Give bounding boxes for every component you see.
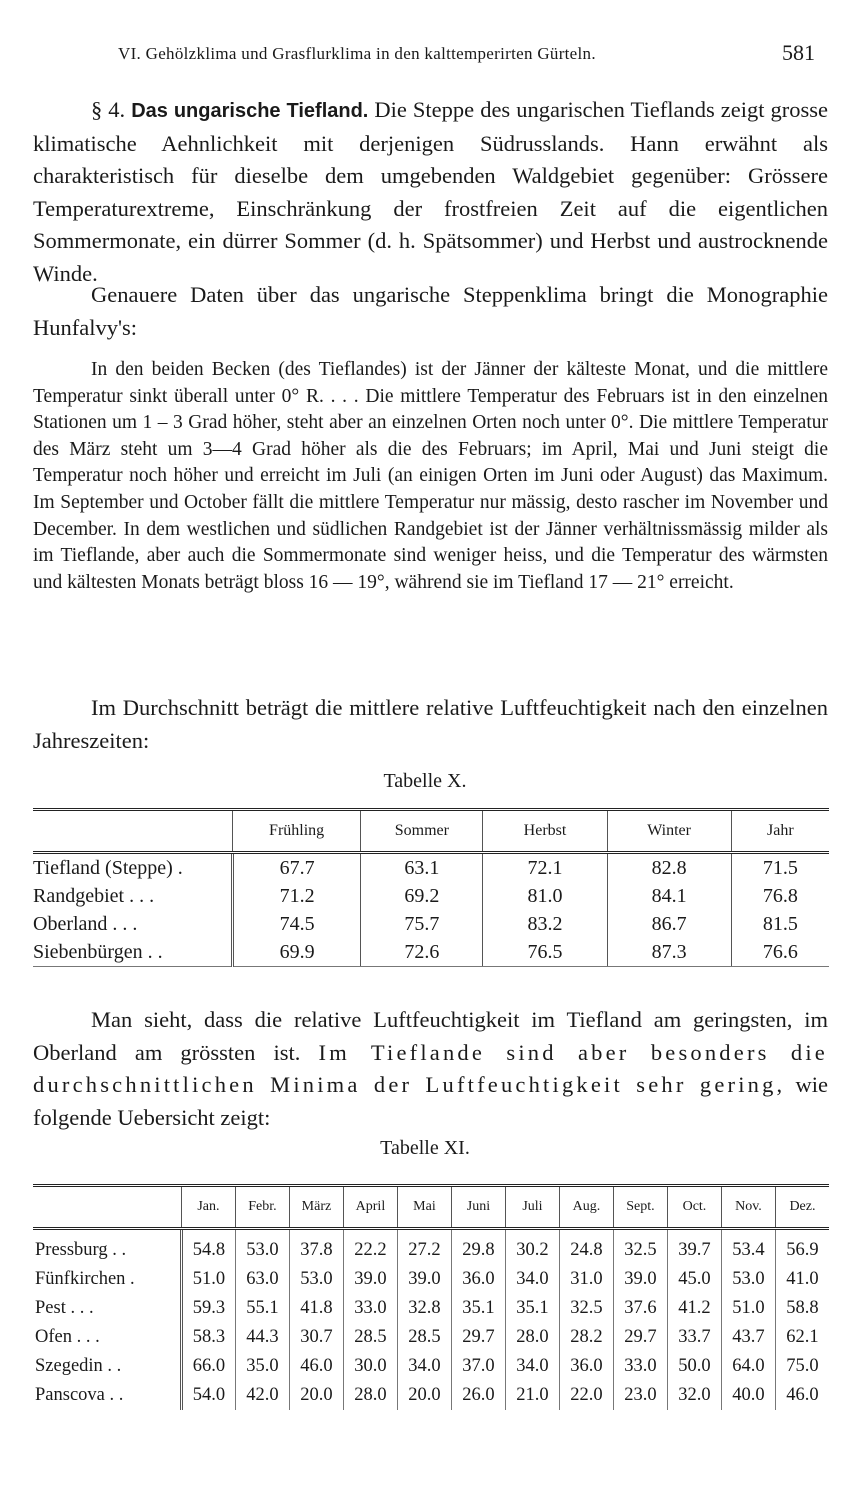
table-x-cell: 81.0: [483, 882, 607, 910]
table-x-cell: 67.7: [233, 853, 361, 883]
table-xi-cell: 32.0: [667, 1381, 721, 1410]
table-xi-header-cell: Dez.: [775, 1186, 829, 1229]
table-x-cell: 72.6: [361, 938, 483, 967]
table-x-cell: 86.7: [607, 910, 731, 938]
table-x-row: [33, 882, 829, 910]
table-xi-cell: 54.8: [181, 1229, 235, 1266]
table-xi-cell: 33.0: [343, 1294, 397, 1323]
table-xi-cell: 26.0: [451, 1381, 505, 1410]
table-xi-cell: 34.0: [505, 1352, 559, 1381]
table-xi-cell: 29.8: [451, 1229, 505, 1266]
table-x-caption: Tabelle X.: [383, 770, 467, 792]
table-xi-cell: 21.0: [505, 1381, 559, 1410]
table-x-header-cell: Jahr: [731, 810, 829, 853]
table-xi-caption: Tabelle XI.: [380, 1137, 470, 1159]
table-xi-cell: 28.2: [559, 1323, 613, 1352]
table-xi-cell: 46.0: [289, 1352, 343, 1381]
table-xi-cell: 42.0: [235, 1381, 289, 1410]
table-xi-cell: 36.0: [451, 1265, 505, 1294]
table-xi-cell: 28.5: [343, 1323, 397, 1352]
table-xi-cell: 39.0: [397, 1265, 451, 1294]
table-xi-header-cell: Nov.: [721, 1186, 775, 1229]
table-xi-cell: 31.0: [559, 1265, 613, 1294]
table-xi-cell: 24.8: [559, 1229, 613, 1266]
table-x-row: [33, 853, 829, 883]
paragraph-humidity-conclusion: [33, 1004, 828, 1134]
table-xi-cell: 34.0: [397, 1352, 451, 1381]
table-xi-row: [33, 1381, 829, 1410]
paragraph-humidity-conclusion-a: Man sieht, dass die relative Luftfeuchtigkeit im Tiefland am geringsten, im Oberland am grössten ist.: [33, 1007, 828, 1065]
table-x-cell: 82.8: [607, 853, 731, 883]
table-xi-cell: 23.0: [613, 1381, 667, 1410]
page-header: [0, 40, 850, 74]
section-number: § 4.: [91, 97, 126, 122]
table-xi-row-label: Fünfkirchen .: [33, 1265, 181, 1294]
table-xi-cell: 75.0: [775, 1352, 829, 1381]
table-xi-header-cell: Aug.: [559, 1186, 613, 1229]
table-xi-cell: 39.0: [343, 1265, 397, 1294]
table-x-cell: 72.1: [483, 853, 607, 883]
table-xi-cell: 37.8: [289, 1229, 343, 1266]
table-x-row-label: Tiefland (Steppe) .: [33, 853, 233, 883]
table-x-cell: 81.5: [731, 910, 829, 938]
quote-block: In den beiden Becken (des Tieflandes) ist der Jänner der kälteste Monat, und die mittlere Temperatur sinkt überall unter 0° R. . . . Die mittlere Temperatur des Februars ist in den einzelnen Stationen um 1 – 3 Grad höher, steht aber an einzelnen Orten noch unter 0°. Die mittlere Temperatur des März steht um 3—4 Grad höher als die des Februars; im April, Mai und Juni steigt die Temperatur noch höher und erreicht im Juli (an einigen Orten im Juni oder August) das Maximum. Im September und October fällt die mittlere Temperatur nur mässig, desto rascher im November und December. In dem westlichen und südlichen Randgebiet ist der Jänner verhältnissmässig milder als im Tieflande, aber auch die Sommermonate sind weniger heiss, und die Temperatur des wärmsten und kältesten Monats beträgt bloss 16 — 19°, während sie im Tiefland 17 — 21° erreicht.: [33, 359, 828, 593]
table-x-cell: 63.1: [361, 853, 483, 883]
table-xi-cell: 46.0: [775, 1381, 829, 1410]
table-xi-cell: 51.0: [181, 1265, 235, 1294]
table-xi-cell: 20.0: [289, 1381, 343, 1410]
table-xi-header-cell: Febr.: [235, 1186, 289, 1229]
table-xi-cell: 41.8: [289, 1294, 343, 1323]
table-xi-cell: 41.0: [775, 1265, 829, 1294]
table-xi-cell: 29.7: [613, 1323, 667, 1352]
table-xi-row-label: Panscova . .: [33, 1381, 181, 1410]
table-xi-row: [33, 1352, 829, 1381]
table-x-cell: 76.5: [483, 938, 607, 967]
table-xi-cell: 28.5: [397, 1323, 451, 1352]
table-xi-row-label: Pressburg . .: [33, 1229, 181, 1266]
section-paragraph-2: Genauere Daten über das ungarische Steppenklima bringt die Monographie Hunfalvy's:: [33, 282, 828, 340]
table-xi-cell: 53.0: [289, 1265, 343, 1294]
table-xi-header-cell: Juli: [505, 1186, 559, 1229]
table-x-cell: 71.2: [233, 882, 361, 910]
table-xi-cell: 39.0: [613, 1265, 667, 1294]
table-xi-header-cell: April: [343, 1186, 397, 1229]
table-xi-cell: 32.5: [613, 1229, 667, 1266]
table-x-row: [33, 938, 829, 967]
table-x-cell: 76.8: [731, 882, 829, 910]
table-xi-cell: 58.3: [181, 1323, 235, 1352]
table-xi-cell: 29.7: [451, 1323, 505, 1352]
table-xi-cell: 30.7: [289, 1323, 343, 1352]
table-xi-row-label: Szegedin . .: [33, 1352, 181, 1381]
table-xi-row: [33, 1294, 829, 1323]
table-xi-header-row: [33, 1186, 829, 1229]
table-xi-cell: 44.3: [235, 1323, 289, 1352]
table-xi-cell: 43.7: [721, 1323, 775, 1352]
table-x-cell: 69.9: [233, 938, 361, 967]
table-xi-cell: 34.0: [505, 1265, 559, 1294]
section-title: Das ungarische Tiefland.: [131, 100, 369, 122]
table-xi-cell: 37.0: [451, 1352, 505, 1381]
table-xi-cell: 36.0: [559, 1352, 613, 1381]
table-xi-cell: 35.0: [235, 1352, 289, 1381]
table-xi-header-cell: Oct.: [667, 1186, 721, 1229]
table-xi-cell: 53.0: [721, 1265, 775, 1294]
table-xi-cell: 27.2: [397, 1229, 451, 1266]
table-xi-cell: 50.0: [667, 1352, 721, 1381]
table-xi-header-cell: Mai: [397, 1186, 451, 1229]
table-xi-cell: 53.0: [235, 1229, 289, 1266]
table-xi-row: [33, 1323, 829, 1352]
table-xi-header-cell: Jan.: [181, 1186, 235, 1229]
table-xi-cell: 55.1: [235, 1294, 289, 1323]
table-x-cell: 69.2: [361, 882, 483, 910]
table-x-cell: 75.7: [361, 910, 483, 938]
table-xi-cell: 28.0: [343, 1381, 397, 1410]
table-x-row-label: Randgebiet . . .: [33, 882, 233, 910]
table-xi-cell: 37.6: [613, 1294, 667, 1323]
table-x-header-cell: [33, 810, 233, 853]
table-x-header-cell: Sommer: [361, 810, 483, 853]
table-xi-cell: 41.2: [667, 1294, 721, 1323]
table-xi-cell: 33.0: [613, 1352, 667, 1381]
table-xi-cell: 59.3: [181, 1294, 235, 1323]
table-xi-cell: 30.2: [505, 1229, 559, 1266]
table-xi-header-cell: Sept.: [613, 1186, 667, 1229]
table-xi-cell: 51.0: [721, 1294, 775, 1323]
table-x: [33, 808, 829, 967]
table-xi-header-cell: [33, 1186, 181, 1229]
table-xi: [33, 1184, 829, 1410]
table-x-cell: 83.2: [483, 910, 607, 938]
table-xi-cell: 66.0: [181, 1352, 235, 1381]
table-xi-cell: 58.8: [775, 1294, 829, 1323]
running-head: VI. Gehölzklima und Grasflurklima in den kalttemperirten Gürteln.: [118, 44, 596, 63]
table-xi-cell: 30.0: [343, 1352, 397, 1381]
section-paragraph-1-text: Die Steppe des ungarischen Tieflands zeigt grosse klimatische Aehnlichkeit mit derjenigen Südrusslands. Hann erwähnt als charakteristisch für dieselbe dem umgebenden Waldgebiet gegenüber: Grössere Temperaturextreme, Einschränkung der frostfreien Zeit auf die eigentlichen Sommermonate, ein dürrer Sommer (d. h. Spätsommer) und Herbst und austrocknende Winde.: [33, 97, 828, 286]
table-x-row-label: Oberland . . .: [33, 910, 233, 938]
table-xi-cell: 35.1: [451, 1294, 505, 1323]
table-xi-row: [33, 1265, 829, 1294]
table-x-header-cell: Frühling: [233, 810, 361, 853]
table-xi-cell: 63.0: [235, 1265, 289, 1294]
table-x-cell: 84.1: [607, 882, 731, 910]
table-x-row-label: Siebenbürgen . .: [33, 938, 233, 967]
table-x-header-cell: Winter: [607, 810, 731, 853]
table-x-header-row: [33, 810, 829, 853]
table-xi-row-label: Pest . . .: [33, 1294, 181, 1323]
table-x-cell: 71.5: [731, 853, 829, 883]
page-number: 581: [782, 40, 815, 65]
table-x-cell: 74.5: [233, 910, 361, 938]
table-xi-cell: 32.8: [397, 1294, 451, 1323]
table-xi-cell: 56.9: [775, 1229, 829, 1266]
table-xi-cell: 53.4: [721, 1229, 775, 1266]
table-xi-cell: 54.0: [181, 1381, 235, 1410]
table-xi-cell: 39.7: [667, 1229, 721, 1266]
paragraph-humidity-emphasis: Im Tieflande sind aber besonders die durchschnittlichen Minima der Luftfeuchtigkeit sehr gering,: [33, 1039, 828, 1098]
table-xi-cell: 45.0: [667, 1265, 721, 1294]
table-xi-row-label: Ofen . . .: [33, 1323, 181, 1352]
table-x-cell: 87.3: [607, 938, 731, 967]
table-xi-cell: 40.0: [721, 1381, 775, 1410]
table-xi-cell: 20.0: [397, 1381, 451, 1410]
table-x-cell: 76.6: [731, 938, 829, 967]
table-xi-cell: 22.0: [559, 1381, 613, 1410]
section-paragraph-1: [33, 94, 828, 291]
table-xi-cell: 64.0: [721, 1352, 775, 1381]
table-x-header-cell: Herbst: [483, 810, 607, 853]
table-xi-header-cell: März: [289, 1186, 343, 1229]
table-xi-cell: 32.5: [559, 1294, 613, 1323]
paragraph-humidity-intro: Im Durchschnitt beträgt die mittlere relative Luftfeuchtigkeit nach den einzelnen Jahreszeiten:: [33, 695, 828, 753]
table-x-row: [33, 910, 829, 938]
table-xi-cell: 22.2: [343, 1229, 397, 1266]
table-xi-cell: 28.0: [505, 1323, 559, 1352]
table-xi-cell: 35.1: [505, 1294, 559, 1323]
table-xi-header-cell: Juni: [451, 1186, 505, 1229]
table-xi-row: [33, 1229, 829, 1266]
table-xi-cell: 62.1: [775, 1323, 829, 1352]
paragraph-humidity-conclusion-b: wie folgende Uebersicht zeigt:: [33, 1072, 828, 1130]
table-xi-cell: 33.7: [667, 1323, 721, 1352]
